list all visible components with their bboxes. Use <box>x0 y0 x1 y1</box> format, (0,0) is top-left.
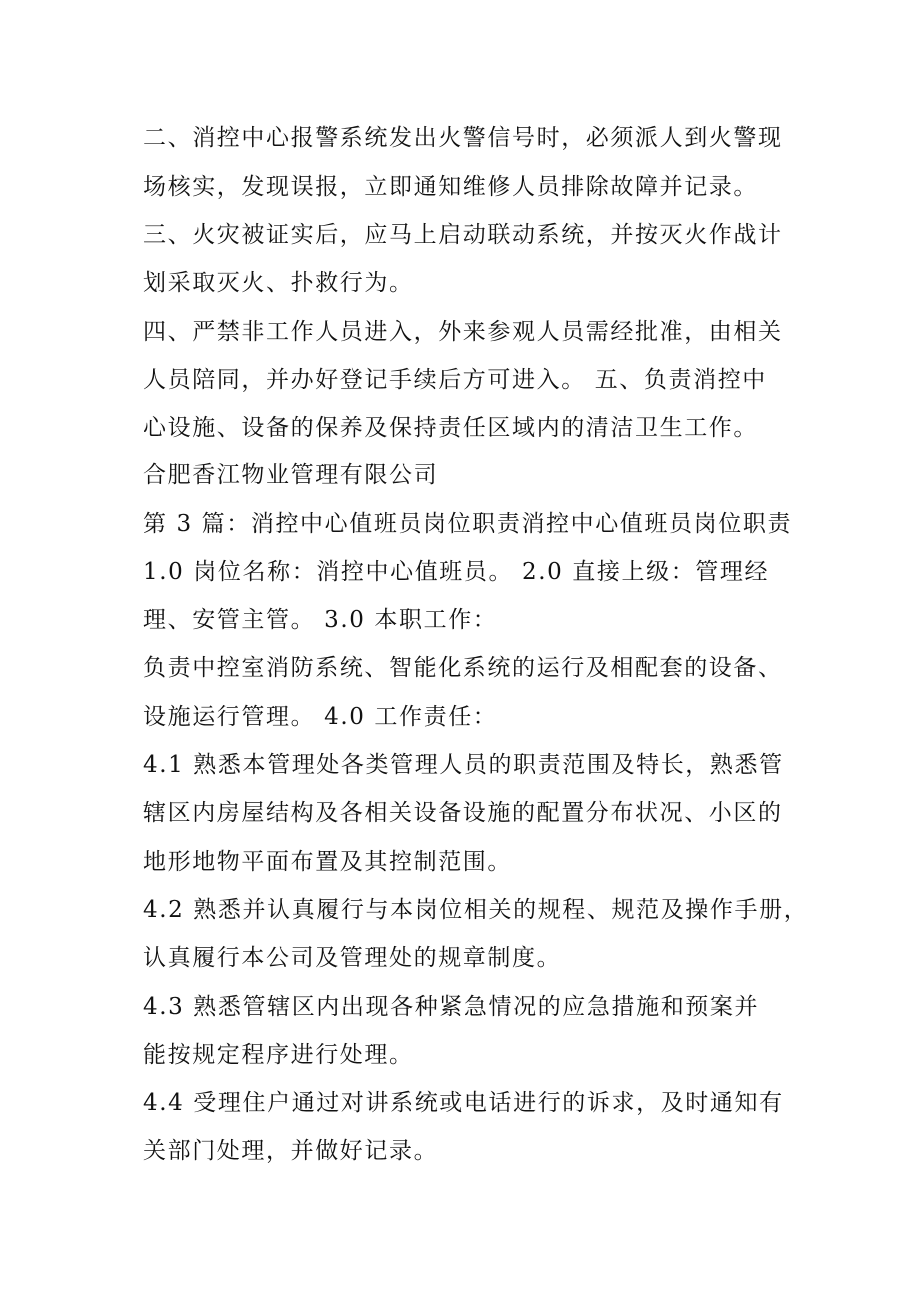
text-line: 心设施、设备的保养及保持责任区域内的清洁卫生工作。 <box>143 415 758 441</box>
text-line: 1.0 岗位名称：消控中心值班员。 2.0 直接上级：管理经 <box>143 559 770 585</box>
text-line: 划采取灭火、扑救行为。 <box>143 270 414 296</box>
text-line: 4.2 熟悉并认真履行与本岗位相关的规程、规范及操作手册， <box>143 897 809 923</box>
text-line: 二、消控中心报警系统发出火警信号时，必须派人到火警现 <box>143 125 783 151</box>
text-line: 人员陪同，并办好登记手续后方可进入。 五、负责消控中 <box>143 367 767 393</box>
text-line: 四、严禁非工作人员进入，外来参观人员需经批准，由相关 <box>143 319 783 345</box>
text-line: 地形地物平面布置及其控制范围。 <box>143 849 512 875</box>
company-name: 合肥香江物业管理有限公司 <box>143 462 439 488</box>
text-line: 三、火灾被证实后，应马上启动联动系统，并按灭火作战计 <box>143 222 783 248</box>
text-line: 4.3 熟悉管辖区内出现各种紧急情况的应急措施和预案并 <box>143 994 760 1020</box>
text-line: 4.1 熟悉本管理处各类管理人员的职责范围及特长，熟悉管 <box>143 752 784 778</box>
text-line: 关部门处理，并做好记录。 <box>143 1138 439 1164</box>
text-line: 能按规定程序进行处理。 <box>143 1042 414 1068</box>
text-line: 辖区内房屋结构及各相关设备设施的配置分布状况、小区的 <box>143 800 783 826</box>
section-heading: 第 3 篇：消控中心值班员岗位职责消控中心值班员岗位职责 <box>143 511 793 537</box>
text-line: 设施运行管理。 4.0 工作责任： <box>143 704 498 730</box>
text-line: 理、安管主管。 3.0 本职工作： <box>143 607 498 633</box>
text-line: 认真履行本公司及管理处的规章制度。 <box>143 945 562 971</box>
text-line: 4.4 受理住户通过对讲系统或电话进行的诉求，及时通知有 <box>143 1090 784 1116</box>
text-line: 负责中控室消防系统、智能化系统的运行及相配套的设备、 <box>143 655 783 681</box>
text-line: 场核实，发现误报，立即通知维修人员排除故障并记录。 <box>143 174 758 200</box>
